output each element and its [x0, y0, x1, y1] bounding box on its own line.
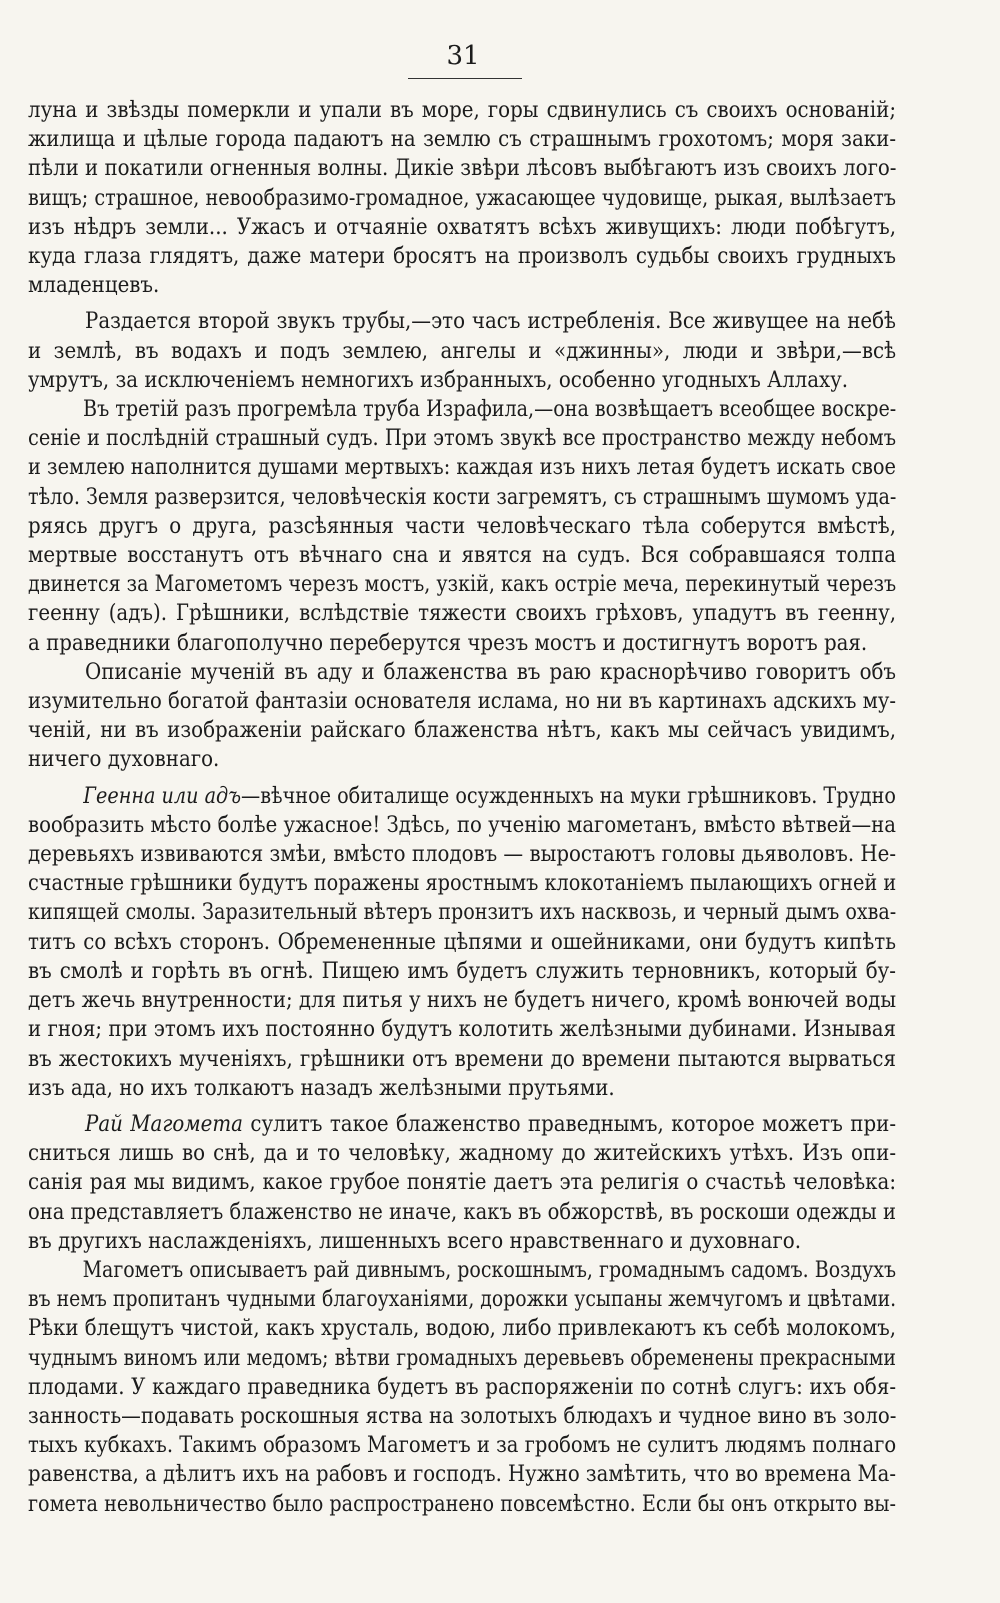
text-line: ничего духовнаго. [28, 747, 220, 773]
text-line: въ смолѣ и горѣть въ огнѣ. Пищею имъ будетъ служить терновникъ, который бу- [28, 958, 896, 984]
text-line: изъ нѣдръ земли... Ужасъ и отчаяніе охватятъ всѣхъ живущихъ: люди побѣгутъ, [28, 214, 896, 240]
text-line: вообразить мѣсто болѣе ужасное! Здѣсь, по ученію магометанъ, вмѣсто вѣтвей—на [28, 812, 896, 838]
text-line: сеніе и послѣдній страшный судъ. При этомъ звукѣ все пространство между небомъ [28, 426, 897, 452]
page-number: 31 [446, 41, 480, 71]
text-line: а праведники благополучно переберутся чрезъ мостъ и достигнутъ воротъ рая. [28, 630, 868, 656]
text-line: плодами. У каждаго праведника будетъ въ распоряженіи по сотнѣ слугъ: ихъ обя- [28, 1374, 896, 1400]
text-line-rest: сулитъ такое блаженство праведнымъ, которое можетъ при- [242, 1111, 896, 1137]
text-line: младенцевъ. [28, 273, 160, 299]
text-line: гомета невольничество было распространено повсемѣстно. Если бы онъ открыто вы- [28, 1491, 896, 1517]
text-line: Рѣки блещутъ чистой, какъ хрусталь, водою, либо привлекаютъ къ себѣ молокомъ, [28, 1316, 897, 1342]
text-line: въ другихъ наслажденіяхъ, лишенныхъ всего нравственнаго и духовнаго. [28, 1228, 801, 1254]
text-line: титъ со всѣхъ сторонъ. Обремененные цѣпями и ошейниками, они будутъ кипѣть [28, 929, 896, 955]
text-line: вищъ; страшное, невообразимо-громадное, ужасающее чудовище, рыкая, вылѣзаетъ [28, 185, 896, 211]
page-number-rule [408, 78, 522, 79]
text-line: геенну (адъ). Грѣшники, вслѣдствіе тяжести своихъ грѣховъ, упадутъ въ геенну, [28, 601, 896, 627]
text-line: и землѣ, въ водахъ и подъ землею, ангелы и «джинны», люди и звѣри,—всѣ [28, 338, 896, 364]
text-line: тыхъ кубкахъ. Такимъ образомъ Магометъ и за гробомъ не сулитъ людямъ полнаго [28, 1433, 897, 1459]
text-line: счастные грѣшники будутъ поражены яростнымъ клокотаніемъ пылающихъ огней и [28, 871, 897, 897]
text-line: мертвые восстанутъ отъ вѣчнаго сна и явятся на судъ. Вся собравшаяся толпа [28, 543, 896, 569]
paragraph-first-line: Въ третій разъ прогремѣла труба Израфила,—она возвѣщаетъ всеобщее воскре- [83, 397, 896, 423]
paragraph-first-line [28, 782, 896, 811]
emphasis-gehenna: Геенна или адъ [83, 783, 242, 809]
paragraph-first-line: Описаніе мученій въ аду и блаженства въ раю краснорѣчиво говоритъ объ [85, 659, 896, 685]
text-line: она представляетъ блаженство не иначе, какъ въ обжорствѣ, въ роскоши одежды и [28, 1199, 896, 1225]
text-line: умрутъ, за исключеніемъ немногихъ избранныхъ, особенно угодныхъ Аллаху. [28, 367, 849, 393]
text-line: тѣло. Земля разверзится, человѣческія кости загремятъ, съ страшнымъ шумомъ уда- [28, 484, 897, 510]
emphasis-paradise: Рай Магомета [85, 1111, 243, 1137]
paragraph-first-line: Раздается второй звукъ трубы,—это часъ истребленія. Все живущее на небѣ [85, 309, 896, 335]
text-line: кипящей смолы. Заразительный вѣтеръ пронзитъ ихъ насквозь, и черный дымъ охва- [28, 900, 897, 926]
text-line: детъ жечь внутренности; для питья у нихъ не будетъ ничего, кромѣ вонючей воды [28, 988, 896, 1014]
paragraph-first-line: Магометъ описываетъ рай дивнымъ, роскошнымъ, громаднымъ садомъ. Воздухъ [82, 1257, 897, 1283]
text-line: и гноя; при этомъ ихъ постоянно будутъ колотить желѣзными дубинами. Изнывая [28, 1017, 896, 1043]
text-line: пѣли и покатили огненныя волны. Дикіе звѣри лѣсовъ выбѣгаютъ изъ своихъ лого- [28, 156, 896, 182]
text-line: сниться лишь во снѣ, да и то человѣку, жадному до житейскихъ утѣхъ. Изъ опи- [28, 1141, 896, 1167]
text-line: луна и звѣзды померкли и упали въ море, горы сдвинулись съ своихъ основаній; [28, 98, 896, 123]
text-line: жилища и цѣлые города падаютъ на землю съ страшнымъ грохотомъ; моря заки- [28, 127, 896, 153]
paragraph-first-line [28, 1110, 896, 1139]
text-line: изумительно богатой фантазіи основателя ислама, но ни въ картинахъ адскихъ му- [28, 689, 896, 715]
text-line: чуднымъ виномъ или медомъ; вѣтви громадныхъ деревьевъ обременены прекрасными [28, 1345, 896, 1371]
text-line: въ жестокихъ мученіяхъ, грѣшники отъ времени до времени пытаются вырваться [28, 1046, 896, 1072]
text-line: изъ ада, но ихъ толкаютъ назадъ желѣзными прутьями. [28, 1075, 615, 1101]
text-line: равенства, а дѣлитъ ихъ на рабовъ и господъ. Нужно замѣтить, что во времена Ма- [28, 1462, 896, 1488]
text-line: двинется за Магометомъ черезъ мостъ, узкій, какъ остріе меча, перекинутый черезъ [28, 572, 896, 598]
text-line: и землею наполнится душами мертвыхъ: каждая изъ нихъ летая будетъ искать свое [28, 455, 897, 481]
text-line: куда глаза глядятъ, даже матери бросятъ на произволъ судьбы своихъ грудныхъ [28, 244, 896, 270]
text-line: занность—подавать роскошныя яства на золотыхъ блюдахъ и чудное вино въ золо- [28, 1403, 897, 1429]
text-line: санія рая мы видимъ, какое грубое понятіе даетъ эта религія о счастьѣ человѣка: [28, 1170, 896, 1196]
text-line: ряясь другъ о друга, разсѣянныя части человѣческаго тѣла соберутся вмѣстѣ, [28, 513, 896, 539]
text-line: ченій, ни въ изображеніи райскаго блаженства нѣтъ, какъ мы сейчасъ увидимъ, [28, 718, 896, 744]
text-line: въ немъ пропитанъ чудными благоуханіями, дорожки усыпаны жемчугомъ и цвѣтами. [28, 1287, 897, 1313]
body-text [28, 96, 896, 1519]
text-line: деревьяхъ извиваются змѣи, вмѣсто плодовъ — выростаютъ головы дьяволовъ. Не- [28, 842, 896, 868]
text-line-rest: —вѣчное обиталище осужденныхъ на муки грѣшниковъ. Трудно [241, 783, 896, 809]
